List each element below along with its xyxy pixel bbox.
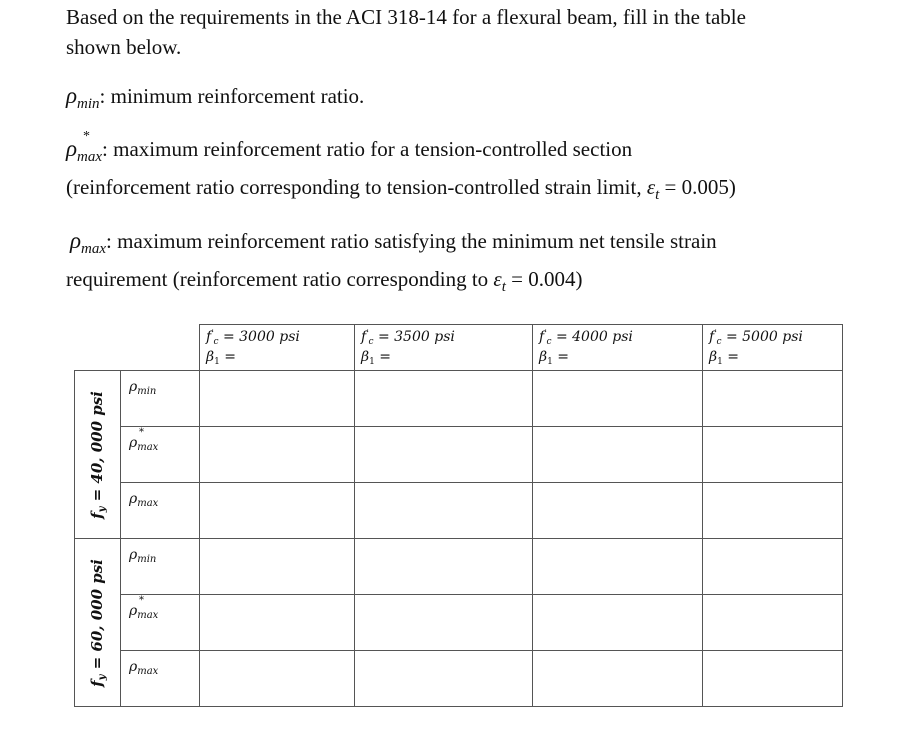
definition-text: : maximum reinforcement ratio satisfying the minimum net tensile strain [106,229,717,253]
definition-rho-max-star [66,129,886,210]
fy-group-label-40000: $f_y = 40$, 000 psi [75,371,121,539]
row-label-rho-min: $\rho_{min}$ [121,539,200,595]
fy-group-label-60000: $f_y = 60$, 000 psi [75,539,121,707]
intro-line-2: shown below. [66,35,182,59]
answer-cell[interactable] [703,651,843,707]
answer-cell[interactable] [703,595,843,651]
answer-cell[interactable] [355,483,533,539]
definition-rho-max [66,226,886,302]
answer-cell[interactable] [703,371,843,427]
answer-cell[interactable] [355,595,533,651]
rho-symbol: ρ * [66,134,77,164]
answer-cell[interactable] [355,427,533,483]
answer-cell[interactable] [200,483,355,539]
column-header-fc-5000: $f'_c = 5000$ psi $\beta_1$ = [703,325,843,371]
column-header-fc-3500: $f'_c = 3500$ psi $\beta_1$ = [355,325,533,371]
epsilon-symbol: ε [493,267,502,291]
epsilon-symbol: ε [646,175,656,199]
answer-cell[interactable] [200,427,355,483]
answer-cell[interactable] [200,371,355,427]
empty-corner-cell [121,325,200,371]
column-header-fc-3000: $f'_c = 3000$ psi $\beta_1$ = [200,325,355,371]
epsilon-subscript: t [501,279,506,295]
answer-cell[interactable] [533,483,703,539]
row-label-rho-max: $\rho_{max}$ [121,483,200,539]
column-header-fc-4000: $f'_c = 4000$ psi $\beta_1$ = [533,325,703,371]
table-row [75,427,843,483]
answer-cell[interactable] [200,595,355,651]
reinforcement-ratio-table [74,324,843,707]
row-label-rho-max-star: ρ * $_{max}$ [121,595,200,651]
answer-cell[interactable] [200,539,355,595]
rho-symbol: ρ [70,228,82,253]
empty-corner-cell [75,325,121,371]
answer-cell[interactable] [703,539,843,595]
rho-subscript: max [81,241,107,257]
answer-cell[interactable] [355,371,533,427]
intro-paragraph [66,2,886,62]
star-mark: * [83,129,90,144]
epsilon-subscript: t [655,187,660,203]
rho-subscript: max [77,149,103,165]
rho-symbol: ρ [66,83,78,108]
table-row [75,371,843,427]
definition-rho-min [66,81,886,119]
answer-cell[interactable] [200,651,355,707]
intro-line-1: Based on the requirements in the ACI 318-14 for a flexural beam, fill in the table [66,5,746,29]
answer-cell[interactable] [703,483,843,539]
row-label-rho-max-star: ρ * $_{max}$ [121,427,200,483]
rho-subscript: min [77,96,100,112]
strain-value: = 0.004) [505,267,583,291]
answer-cell[interactable] [533,539,703,595]
definition-text: : minimum reinforcement ratio. [99,84,365,108]
row-label-rho-max: $\rho_{max}$ [121,651,200,707]
definition-text-line-2: (reinforcement ratio corresponding to tension-controlled strain limit, [66,175,647,199]
strain-value: = 0.005) [659,175,736,199]
answer-cell[interactable] [355,651,533,707]
answer-cell[interactable] [533,371,703,427]
table-row [75,651,843,707]
table-row [75,595,843,651]
table-row [75,483,843,539]
table-header-row [75,325,843,371]
table-row [75,539,843,595]
definition-text-line-2: requirement (reinforcement ratio corresponding to [66,267,494,291]
definition-text: : maximum reinforcement ratio for a tension-controlled section [102,137,633,161]
row-label-rho-min: $\rho_{min}$ [121,371,200,427]
answer-cell[interactable] [533,427,703,483]
answer-cell[interactable] [533,595,703,651]
answer-cell[interactable] [355,539,533,595]
answer-cell[interactable] [533,651,703,707]
answer-cell[interactable] [703,427,843,483]
